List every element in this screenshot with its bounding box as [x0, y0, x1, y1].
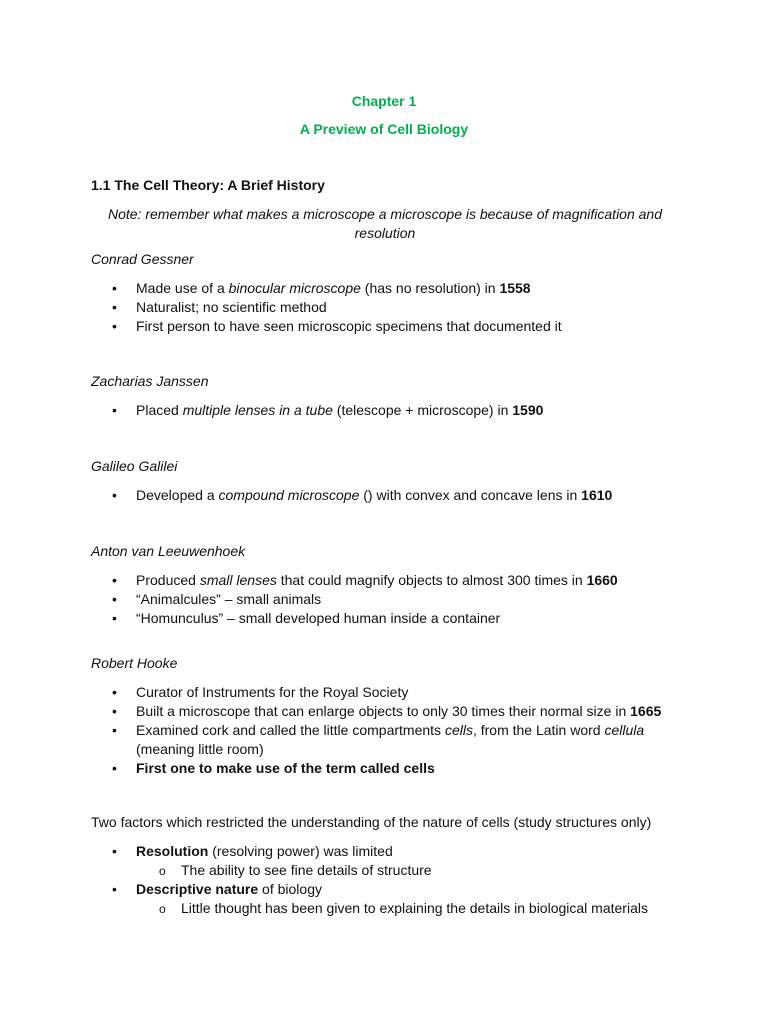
- list-item: [91, 571, 731, 590]
- emphasis-text: compound microscope: [218, 487, 360, 503]
- chapter-label: Chapter 1: [351, 93, 417, 109]
- year-text: 1590: [512, 402, 544, 418]
- list-item: [91, 721, 731, 759]
- emphasis-text: cells: [444, 722, 473, 738]
- leeuwenhoek-list: [91, 571, 731, 628]
- year-text: 1660: [586, 572, 618, 588]
- list-item: [91, 842, 731, 880]
- list-item: • Curator of Instruments for the Royal Society: [91, 683, 731, 702]
- list-item: • Naturalist; no scientific method: [91, 298, 731, 317]
- list-item: [91, 279, 731, 298]
- list-item: [91, 486, 731, 505]
- scientist-name-hooke: Robert Hooke: [91, 655, 178, 671]
- scientist-name-gessner: Conrad Gessner: [91, 251, 194, 267]
- emphasis-text: small lenses: [199, 572, 277, 588]
- factors-list: [91, 842, 731, 918]
- hooke-list: [91, 683, 731, 778]
- galilei-list: [91, 486, 731, 505]
- text-span: , from the Latin word: [472, 722, 605, 738]
- sub-list: [91, 899, 731, 918]
- emphasis-text: binocular microscope: [228, 280, 361, 296]
- text-span: Produced: [136, 572, 200, 588]
- section-heading: 1.1 The Cell Theory: A Brief History: [91, 177, 325, 193]
- sub-list: [91, 861, 731, 880]
- list-item: • First person to have seen microscopic specimens that documented it: [91, 317, 731, 336]
- list-item: • “Animalcules” – small animals: [91, 590, 731, 609]
- bold-text: Descriptive nature: [136, 881, 259, 897]
- scientist-name-janssen: Zacharias Janssen: [91, 373, 209, 389]
- bold-text: First one to make use of the term called cells: [136, 760, 435, 776]
- text-span: (resolving power) was limited: [208, 843, 393, 859]
- text-span: Developed a: [136, 487, 219, 503]
- note-text: Note: remember what makes a microscope a microscope is because of magnification and resolution: [107, 206, 663, 241]
- year-text: 1665: [630, 703, 662, 719]
- year-text: 1558: [499, 280, 531, 296]
- sub-list-item: o The ability to see fine details of structure: [91, 861, 731, 880]
- text-span: Made use of a: [136, 280, 229, 296]
- emphasis-text: multiple lenses in a tube: [182, 402, 333, 418]
- factors-intro: Two factors which restricted the understanding of the nature of cells (study structures only): [91, 814, 652, 830]
- text-span: that could magnify objects to almost 300 times in: [276, 572, 587, 588]
- text-span: (has no resolution) in: [360, 280, 500, 296]
- emphasis-text: cellula: [604, 722, 645, 738]
- text-span: of biology: [258, 881, 322, 897]
- list-item: [91, 401, 731, 420]
- sub-list-item: o Little thought has been given to explaining the details in biological materials: [91, 899, 731, 918]
- scientist-name-galilei: Galileo Galilei: [91, 458, 178, 474]
- list-item: • “Homunculus” – small developed human inside a container: [91, 609, 731, 628]
- chapter-title: A Preview of Cell Biology: [299, 121, 469, 137]
- bold-text: Resolution: [136, 843, 209, 859]
- text-span: (meaning little room): [136, 741, 264, 757]
- list-item: [91, 880, 731, 918]
- text-span: Built a microscope that can enlarge objects to only 30 times their normal size in: [136, 703, 631, 719]
- list-item: [91, 759, 731, 778]
- gessner-list: [91, 279, 731, 336]
- text-span: (telescope + microscope) in: [332, 402, 513, 418]
- text-span: () with convex and concave lens in: [359, 487, 582, 503]
- text-span: Placed: [136, 402, 183, 418]
- scientist-name-leeuwenhoek: Anton van Leeuwenhoek: [91, 543, 246, 559]
- janssen-list: [91, 401, 731, 420]
- list-item: [91, 702, 731, 721]
- text-span: Examined cork and called the little compartments: [136, 722, 445, 738]
- year-text: 1610: [581, 487, 613, 503]
